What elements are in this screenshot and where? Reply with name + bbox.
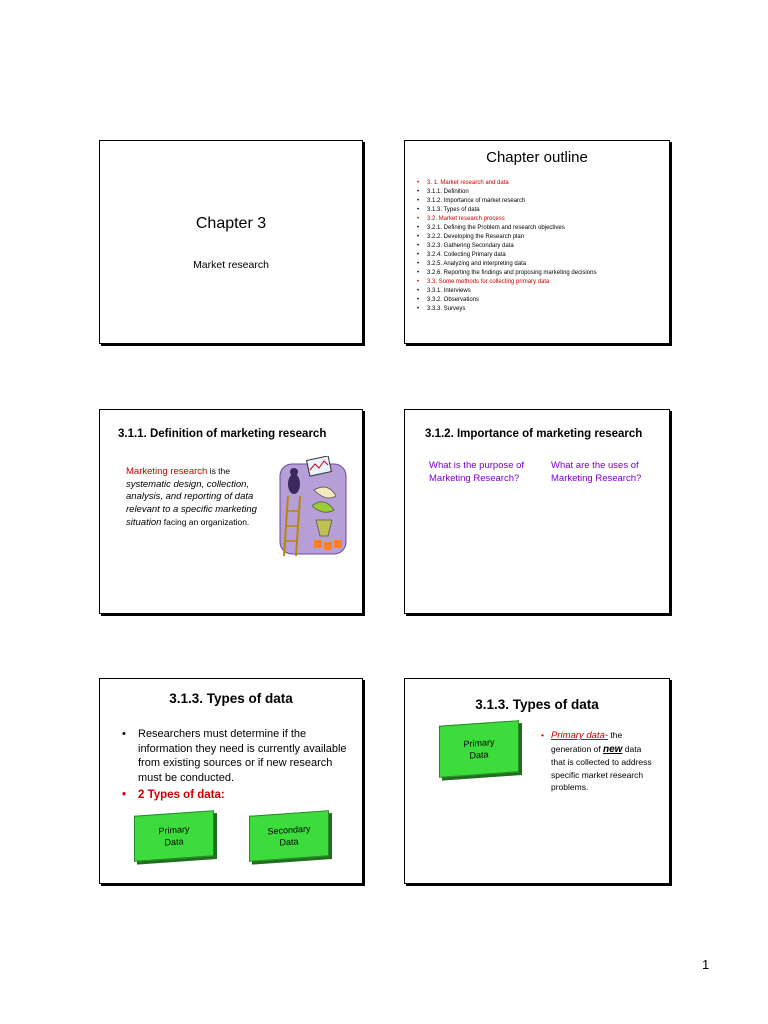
outline-item: • 3.2.4. Collecting Primary data — [417, 251, 596, 260]
outline-item: • 3.3.3. Surveys — [417, 305, 596, 314]
chapter-subtitle: Market research — [193, 259, 269, 271]
outline-item: • 3.2.5. Analyzing and interpreting data — [417, 260, 596, 269]
importance-title: 3.1.2. Importance of marketing research — [425, 428, 643, 440]
types-title: 3.1.3. Types of data — [169, 691, 293, 706]
types-bullet-two-types: • 2 Types of data: — [122, 789, 352, 801]
outline-item: • 3.3.1. Interviews — [417, 287, 596, 296]
importance-question-uses: What are the uses of Marketing Research? — [551, 460, 642, 484]
slide-definition — [99, 409, 363, 614]
definition-title: 3.1.1. Definition of marketing research — [118, 428, 327, 440]
chapter-title: Chapter 3 — [195, 215, 267, 232]
primary-data-text-2: data that is collected to address specific market research problems. — [551, 743, 652, 792]
secondary-data-label: Secondary Data — [267, 823, 311, 848]
outline-item: • 3.3.2. Observations — [417, 296, 596, 305]
researcher-clipart-image — [278, 456, 350, 560]
slide-chapter-outline — [404, 140, 670, 344]
page-number: 1 — [702, 957, 710, 972]
primary-title: 3.1.3. Types of data — [475, 697, 599, 712]
slide-primary-data — [404, 678, 670, 884]
primary-data-definition — [539, 729, 657, 794]
outline-item: • 3.2.3. Gathering Secondary data — [417, 242, 596, 251]
primary-data-text-1: the generation of — [551, 730, 623, 754]
primary-data-box — [134, 810, 214, 862]
primary-data-label: Primary Data — [463, 736, 495, 761]
slide-types-of-data — [99, 678, 363, 884]
primary-data-term: Primary data- — [551, 730, 609, 741]
definition-text — [126, 465, 276, 530]
outline-item: • 3.2.2. Developing the Research plan — [417, 233, 596, 242]
outline-item: • 3.2.6. Reporting the findings and proposing marketing decisions — [417, 269, 596, 278]
outline-list — [417, 179, 596, 314]
outline-item: • 3. 1. Market research and data — [417, 179, 596, 188]
outline-item: • 3.1.2. Importance of market research — [417, 197, 596, 206]
primary-data-box — [439, 720, 519, 778]
primary-data-label: Primary Data — [158, 823, 190, 848]
slide-chapter-title — [99, 140, 363, 344]
definition-is-the: is the — [207, 466, 230, 476]
definition-term: Marketing research — [126, 466, 208, 477]
importance-question-purpose: What is the purpose of Marketing Research? — [429, 460, 525, 484]
definition-tail: facing an organization. — [161, 517, 250, 527]
types-bullet-researchers: • Researchers must determine if the information they need is currently available from existing sources or if new research must be conducted. — [122, 727, 352, 785]
outline-title: Chapter outline — [486, 149, 588, 166]
definition-italic: systematic design, collection, analysis, and reporting of data relevant to a specific marketing situation — [126, 478, 257, 528]
slide-importance — [404, 409, 670, 614]
outline-item: • 3.1.3. Types of data — [417, 206, 596, 215]
primary-data-new: new — [602, 743, 623, 755]
outline-item: • 3.2. Market research process — [417, 215, 596, 224]
outline-item: • 3.3. Some methods for collecting primary data — [417, 278, 596, 287]
outline-item: • 3.1.1. Definition — [417, 188, 596, 197]
secondary-data-box — [249, 810, 329, 862]
outline-item: • 3.2.1. Defining the Problem and research objectives — [417, 224, 596, 233]
